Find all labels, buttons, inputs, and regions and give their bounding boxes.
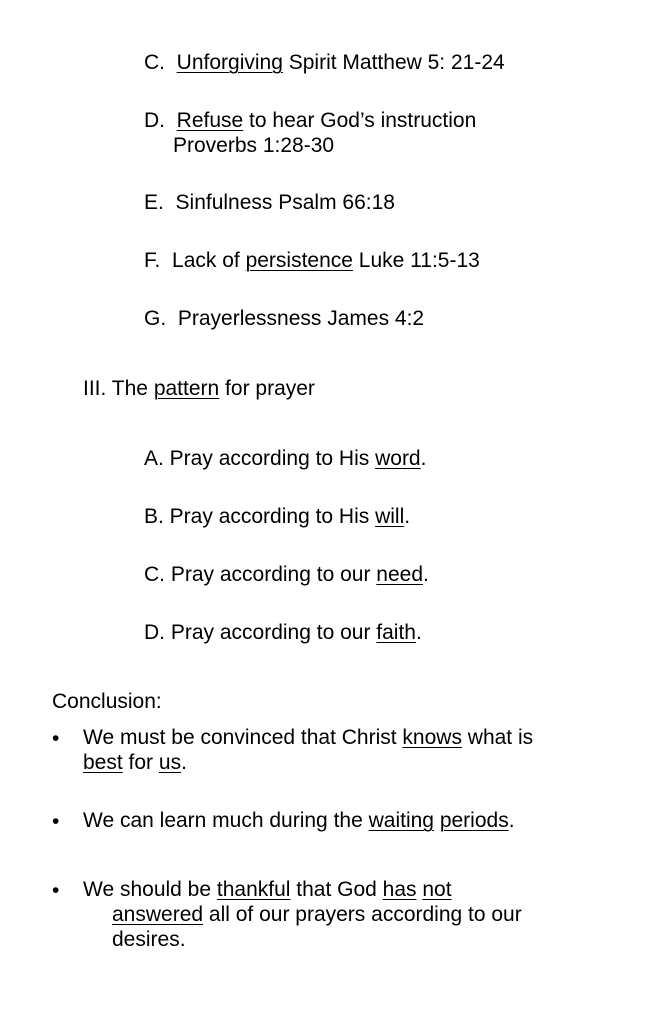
underlined-word: persistence [245, 249, 353, 272]
bullet-text: that God [290, 878, 383, 901]
obstacle-c [144, 50, 505, 75]
underlined-word: waiting [368, 809, 434, 832]
pattern-c [144, 562, 429, 587]
pattern-text: B. Pray according to His [144, 505, 376, 528]
obstacle-d [144, 108, 476, 133]
obstacle-letter: C. [144, 51, 165, 74]
obstacle-letter: F. [144, 249, 161, 272]
obstacle-text: to hear God’s instruction [243, 109, 477, 132]
underlined-word: will [375, 505, 405, 528]
underlined-word: thankful [216, 878, 291, 901]
bullet-text: We can learn much during the [83, 809, 369, 832]
pattern-text: . [404, 505, 411, 528]
obstacle-text: Lack of [172, 249, 246, 272]
section-heading-pattern [83, 376, 315, 401]
obstacle-text: Luke 11:5-13 [352, 249, 480, 272]
conclusion-bullet-1-line2 [83, 750, 187, 775]
obstacle-text: Sinfulness Psalm 66:18 [175, 191, 395, 214]
pattern-text: . [415, 621, 422, 644]
bullet-text: We should be [83, 878, 217, 901]
underlined-word: Refuse [176, 109, 244, 132]
underlined-word: best [83, 751, 123, 774]
obstacle-text: Spirit Matthew 5: 21-24 [282, 51, 505, 74]
underlined-word: pattern [153, 377, 220, 400]
pattern-text: D. Pray according to our [144, 621, 377, 644]
conclusion-bullet-2 [83, 808, 515, 833]
heading-text: III. The [83, 377, 154, 400]
obstacle-letter: G. [144, 307, 167, 330]
bullet-glyph: • [52, 727, 60, 750]
underlined-word: us [158, 751, 182, 774]
obstacle-f [144, 248, 480, 273]
bullet-text: We must be convinced that Christ [83, 726, 403, 749]
obstacle-letter: D. [144, 109, 165, 132]
pattern-text: A. Pray according to His [144, 447, 376, 470]
conclusion-bullet-3-line3: desires. [112, 928, 186, 951]
heading-text: for prayer [219, 377, 315, 400]
underlined-word: periods [439, 809, 509, 832]
pattern-text: . [423, 563, 429, 586]
bullet-text: . [181, 751, 187, 774]
bullet-text: for [122, 751, 159, 774]
obstacle-e [144, 190, 395, 215]
underlined-word: knows [402, 726, 462, 749]
obstacle-text: Prayerlessness James 4:2 [177, 307, 425, 330]
conclusion-bullet-3-line2 [112, 902, 522, 927]
underlined-word: word [375, 447, 421, 470]
underlined-word: faith [376, 621, 416, 644]
obstacle-d-reference: Proverbs 1:28-30 [173, 134, 335, 157]
pattern-text: . [420, 447, 427, 470]
pattern-b [144, 504, 410, 529]
conclusion-heading: Conclusion: [52, 690, 162, 713]
obstacle-letter: E. [144, 191, 164, 214]
bullet-text: what is [461, 726, 534, 749]
pattern-a [144, 446, 426, 471]
bullet-text: . [508, 809, 515, 832]
conclusion-bullet-3 [83, 877, 452, 902]
underlined-word: Unforgiving [176, 51, 283, 74]
pattern-text: C. Pray according to our [144, 563, 377, 586]
underlined-word: need [376, 563, 423, 586]
underlined-word: not [422, 878, 452, 901]
underlined-word: has [382, 878, 417, 901]
conclusion-bullet-1 [83, 725, 533, 750]
bullet-text: all of our prayers according to our [203, 903, 522, 926]
bullet-glyph: • [52, 810, 60, 833]
obstacle-g [144, 306, 424, 331]
pattern-d [144, 620, 422, 645]
bullet-glyph: • [52, 879, 60, 902]
underlined-word: answered [112, 903, 204, 926]
